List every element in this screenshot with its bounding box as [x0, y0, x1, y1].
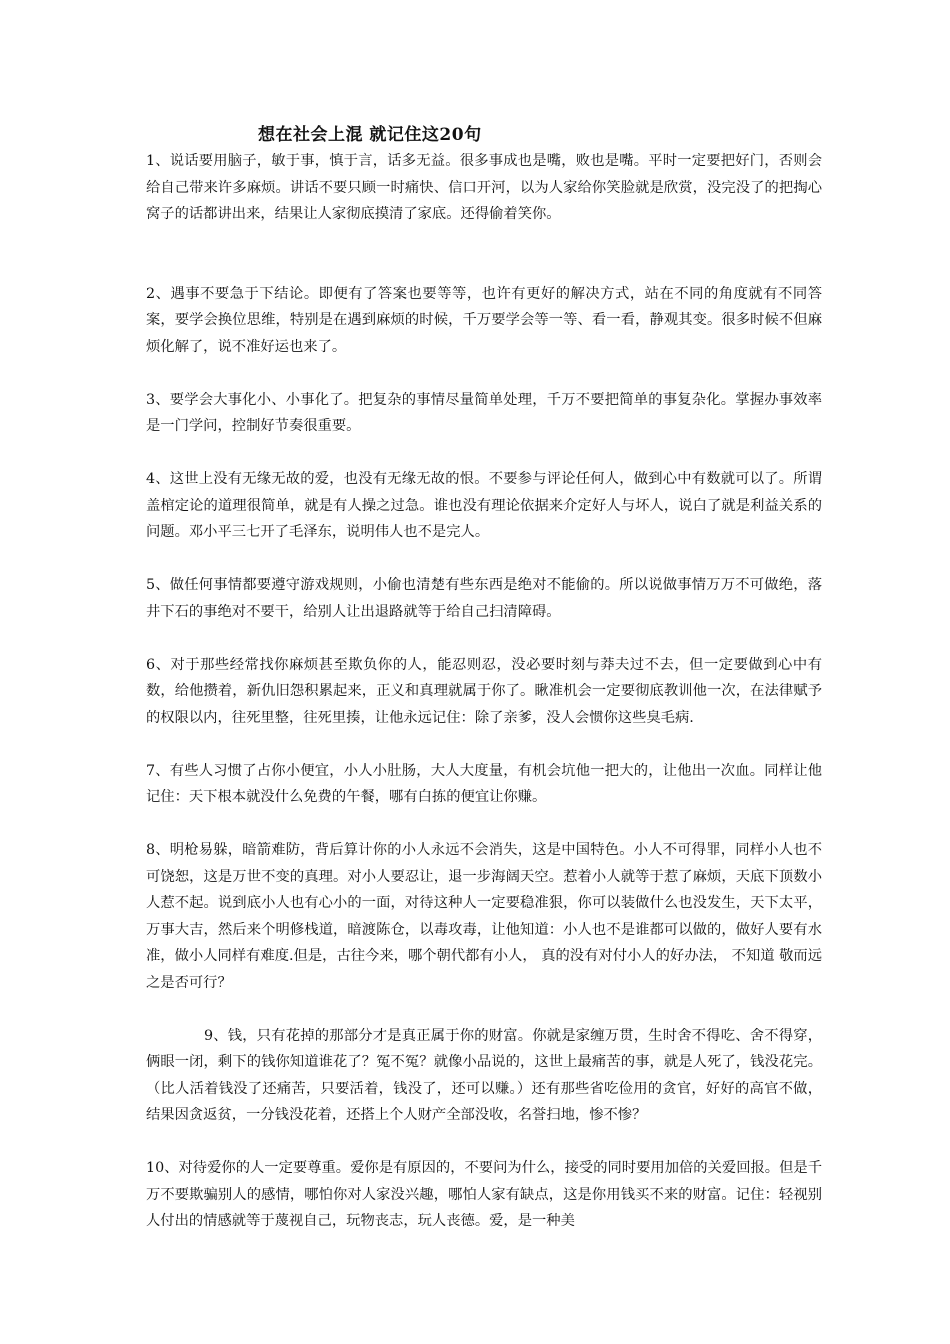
paragraph-8: 8、明枪易躲，暗箭难防，背后算计你的小人永远不会消失，这是中国特色。小人不可得罪，同样小人也不可饶恕，这是万世不变的真理。对小人要忍让，退一步海阔天空。惹着小人就等于惹了麻烦，天底下顶数小人惹不起。说到底小人也有心小的一面，对待这种人一定要稳准狠，你可以装做什么也没发生，天下太平，万事大吉，然后来个明修栈道，暗渡陈仓，以毒攻毒，让他知道：小人也不是谁都可以做的，做好人要有水准，做小人同样有难度.但是，古往今来，哪个朝代都有小人， 真的没有对付小人的好办法， 不知道 敬而远之是否可行？ — [146, 842, 822, 991]
paragraph-10: 10、对待爱你的人一定要尊重。爱你是有原因的，不要问为什么，接受的同时要用加倍的关爱回报。但是千万不要欺骗别人的感情，哪怕你对人家没兴趣，哪怕人家有缺点，这是你用钱买不来的财富。记住：轻视别人付出的情感就等于蔑视自己，玩物丧志，玩人丧德。爱，是一种美 — [146, 1160, 822, 1229]
paragraph-spacer — [146, 1129, 822, 1156]
document-body — [146, 148, 822, 1235]
paragraph-spacer — [146, 546, 822, 573]
paragraph-spacer — [146, 228, 822, 281]
paragraph-4: 4、这世上没有无缘无故的爱，也没有无缘无故的恨。不要参与评论任何人，做到心中有数就可以了。所谓盖棺定论的道理很简单，就是有人操之过急。谁也没有理论依据来介定好人与坏人，说白了就是利益关系的问题。邓小平三七开了毛泽东，说明伟人也不是完人。 — [146, 471, 822, 540]
paragraph-5: 5、做任何事情都要遵守游戏规则，小偷也清楚有些东西是绝对不能偷的。所以说做事情万万不可做绝，落井下石的事绝对不要干，给别人让出退路就等于给自己扫清障碍。 — [146, 577, 822, 620]
paragraph-1: 1、说话要用脑子，敏于事，慎于言，话多无益。很多事成也是嘴，败也是嘴。平时一定要把好门，否则会给自己带来许多麻烦。讲话不要只顾一时痛快、信口开河，以为人家给你笑脸就是欣赏，没完没了的把掏心窝子的话都讲出来，结果让人家彻底摸清了家底。还得偷着笑你。 — [146, 153, 822, 222]
document-title: 想在社会上混 就记住这20句 — [258, 125, 482, 145]
paragraph-7: 7、有些人习惯了占你小便宜，小人小肚肠，大人大度量，有机会坑他一把大的，让他出一次血。同样让他记住：天下根本就没什么免费的午餐，哪有白拣的便宜让你赚。 — [146, 762, 822, 805]
paragraph-spacer — [146, 625, 822, 652]
paragraph-spacer — [146, 811, 822, 838]
paragraph-spacer — [146, 996, 822, 1023]
paragraph-3: 3、要学会大事化小、小事化了。把复杂的事情尽量简单处理，千万不要把简单的事复杂化。掌握办事效率是一门学问，控制好节奏很重要。 — [146, 391, 822, 434]
paragraph-6: 6、对于那些经常找你麻烦甚至欺负你的人，能忍则忍，没必要时刻与莽夫过不去，但一定要做到心中有数，给他攒着，新仇旧怨积累起来，正义和真理就属于你了。瞅准机会一定要彻底教训他一次，在法律赋予的权限以内，往死里整，往死里揍，让他永远记住：除了亲爹，没人会惯你这些臭毛病. — [146, 656, 822, 726]
paragraph-spacer — [146, 440, 822, 467]
paragraph-spacer — [146, 360, 822, 387]
paragraph-9: 9、钱，只有花掉的那部分才是真正属于你的财富。你就是家缠万贯，生时舍不得吃、舍不得穿，俩眼一闭，剩下的钱你知道谁花了？冤不冤？就像小品说的，这世上最痛苦的事，就是人死了，钱没花完。（比人活着钱没了还痛苦，只要活着，钱没了，还可以赚。）还有那些省吃俭用的贪官，好好的高官不做，结果因贪返贫，一分钱没花着，还搭上个人财产全部没收，名誉扫地，惨不惨？ — [146, 1027, 822, 1123]
paragraph-2: 2、遇事不要急于下结论。即便有了答案也要等等，也许有更好的解决方式，站在不同的角度就有不同答案，要学会换位思维，特别是在遇到麻烦的时候，千万要学会等一等、看一看，静观其变。很多时候不但麻烦化解了，说不准好运也来了。 — [146, 285, 822, 355]
paragraph-spacer — [146, 731, 822, 758]
